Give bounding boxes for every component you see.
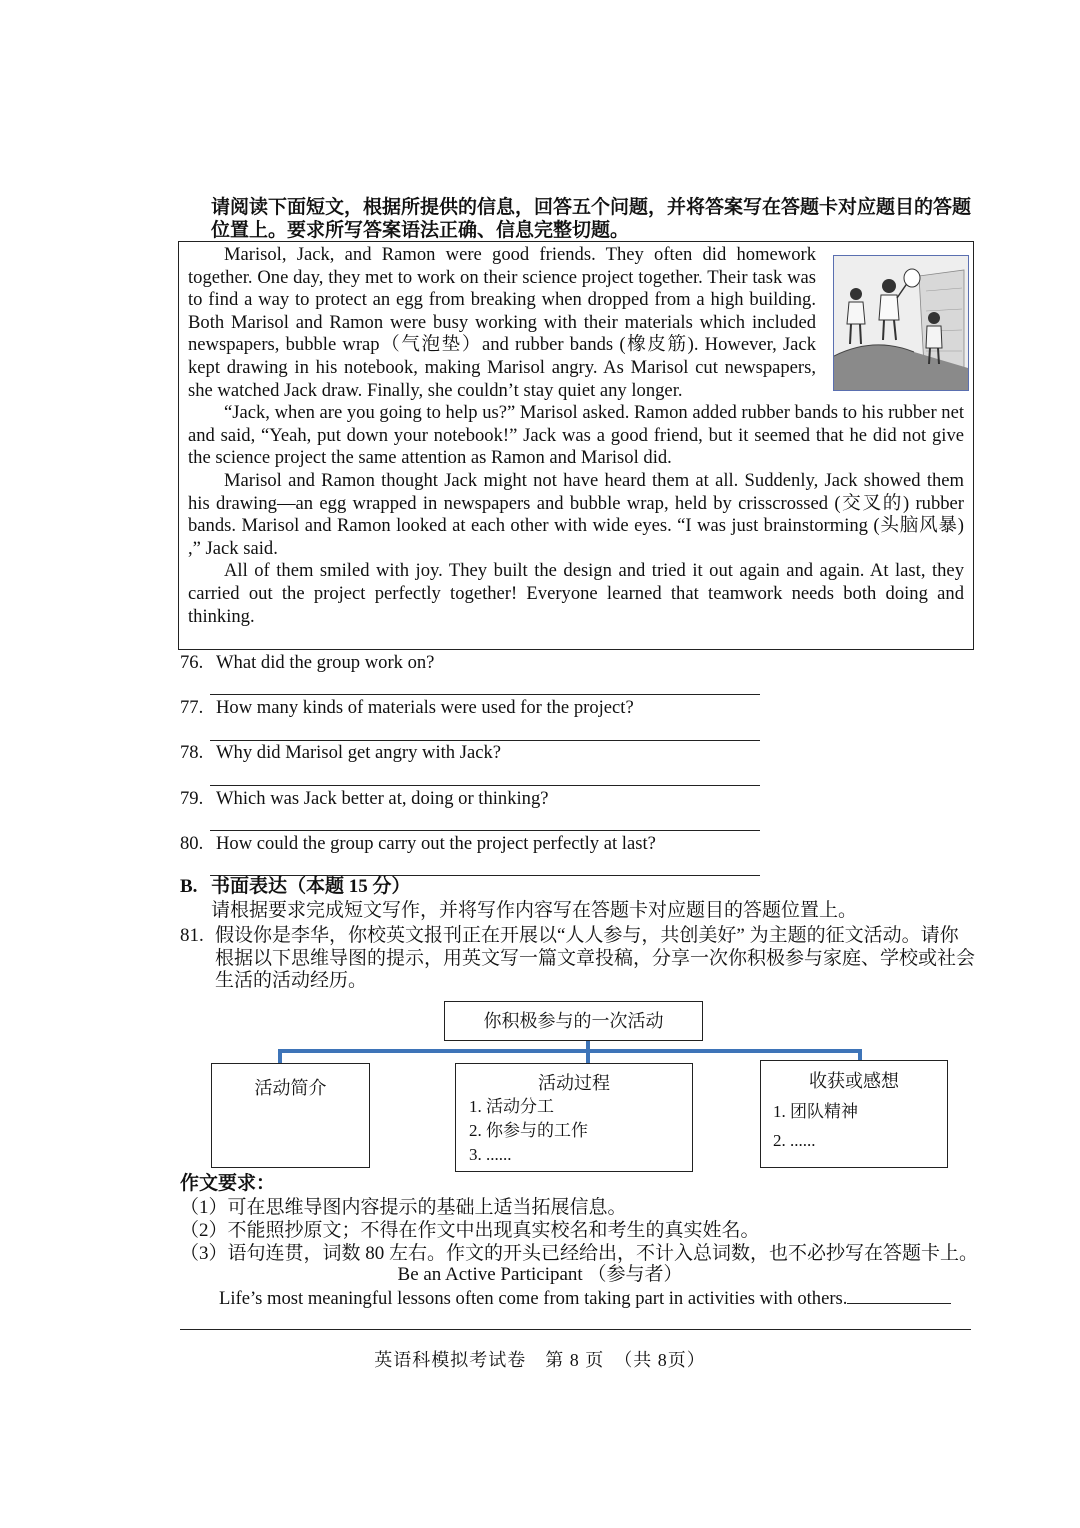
essay-writing-blank[interactable] [847, 1287, 951, 1304]
branch-item: 3. ...... [469, 1145, 512, 1164]
question-text: How many kinds of materials were used for the project? [216, 697, 634, 718]
question-text: How could the group carry out the project perfectly at last? [216, 833, 656, 854]
passage-paragraph: Marisol and Ramon thought Jack might not have heard them at all. Suddenly, Jack showed them his drawing—an egg wrapped in newspapers and bubble wrap, held by crisscrossed (交叉的) rubber bands. Marisol and Ramon looked at each other with wide eyes. “I was just brainstorming (头脑风暴) ,” Jack said. [188, 469, 964, 559]
essay-opening [219, 1287, 951, 1310]
reading-passage [178, 241, 974, 650]
question-text: What did the group work on? [216, 652, 435, 673]
question-80 [180, 833, 656, 855]
question-text: Why did Marisol get angry with Jack? [216, 742, 502, 763]
section-b-instruction: 请根据要求完成短文写作，并将写作内容写在答题卡对应题目的答题位置上。 [211, 900, 858, 921]
requirement-item: （3）语句连贯，词数 80 左右。作文的开头已经给出，不计入总词数，也不必抄写在答题卡上。 [180, 1243, 979, 1264]
essay-opening-text: Life’s most meaningful lessons often come from taking part in activities with others. [219, 1288, 848, 1309]
question-number: 79. [180, 788, 204, 809]
mindmap-branch-process [455, 1063, 693, 1172]
question-77 [180, 697, 634, 719]
task-number: 81. [180, 925, 204, 946]
branch-title: 收获或感想 [809, 1071, 899, 1091]
section-b-heading [180, 876, 411, 898]
section-label: B. [180, 876, 198, 897]
answer-line-77[interactable] [210, 740, 760, 741]
branch-title: 活动简介 [254, 1078, 327, 1098]
passage-paragraph: “Jack, when are you going to help us?” Marisol asked. Ramon added rubber bands to his rubber net and said, “Yeah, put down your notebook!” Jack was a good friend, but it seemed that he did not give the science project the same attention as Ramon and Marisol did. [188, 402, 964, 469]
question-79 [180, 788, 549, 810]
kids-egg-drop-illustration [834, 256, 968, 390]
branch-title: 活动过程 [538, 1073, 610, 1093]
question-76 [180, 652, 434, 674]
footer-divider [180, 1329, 971, 1330]
requirements-heading: 作文要求： [180, 1173, 276, 1194]
requirement-item: （1）可在思维导图内容提示的基础上适当拓展信息。 [180, 1197, 627, 1218]
mindmap-branch-reflection [760, 1060, 948, 1168]
mindmap-root: 你积极参与的一次活动 [444, 1001, 703, 1041]
page-footer: 英语科模拟考试卷 第 8 页 （共 8页） [374, 1350, 706, 1370]
passage-illustration [833, 255, 969, 391]
section-title: 书面表达（本题 15 分） [211, 876, 411, 897]
question-number: 80. [180, 833, 204, 854]
question-number: 77. [180, 697, 204, 718]
branch-item: 2. 你参与的工作 [469, 1121, 588, 1140]
passage-paragraph: All of them smiled with joy. They built the design and tried it out again and again. At last, they carried out the project perfectly together! Everyone learned that teamwork needs both doing and thinking. [188, 560, 964, 627]
reading-instruction: 请阅读下面短文，根据所提供的信息，回答五个问题，并将答案写在答题卡对应题目的答题位置上。要求所写答案语法正确、信息完整切题。 [211, 197, 972, 241]
answer-line-78[interactable] [210, 785, 760, 786]
question-number: 78. [180, 742, 204, 763]
mindmap-branch-intro [211, 1063, 370, 1168]
question-number: 76. [180, 652, 204, 673]
question-78 [180, 742, 501, 764]
essay-title: Be an Active Participant （参与者） [397, 1264, 683, 1285]
passage-paragraph: Marisol, Jack, and Ramon were good friends. They often did homework together. One day, they met to work on their science project together. Their task was to find a way to protect an egg from breaking when dropped from a high building. Both Marisol and Ramon were busy working with their materials which included newspapers, bubble wrap（气泡垫）and rubber bands (橡皮筋). However, Jack kept drawing in his notebook, making Marisol angry. As Marisol cut newspapers, she watched Jack draw. Finally, she couldn’t stay quiet any longer. [188, 244, 816, 401]
requirement-item: （2）不能照抄原文；不得在作文中出现真实校名和考生的真实姓名。 [180, 1220, 760, 1241]
branch-item: 2. ...... [773, 1131, 816, 1150]
writing-task-81 [180, 925, 976, 993]
branch-item: 1. 团队精神 [773, 1102, 858, 1121]
branch-item: 1. 活动分工 [469, 1097, 554, 1116]
answer-line-79[interactable] [210, 830, 760, 831]
answer-line-76[interactable] [210, 694, 760, 695]
task-text: 假设你是李华，你校英文报刊正在开展以“人人参与，共创美好” 为主题的征文活动。请你根据以下思维导图的提示，用英文写一篇文章投稿，分享一次你积极参与家庭、学校或社会生活的活动经历。 [215, 925, 976, 991]
question-text: Which was Jack better at, doing or thinking? [216, 788, 549, 809]
